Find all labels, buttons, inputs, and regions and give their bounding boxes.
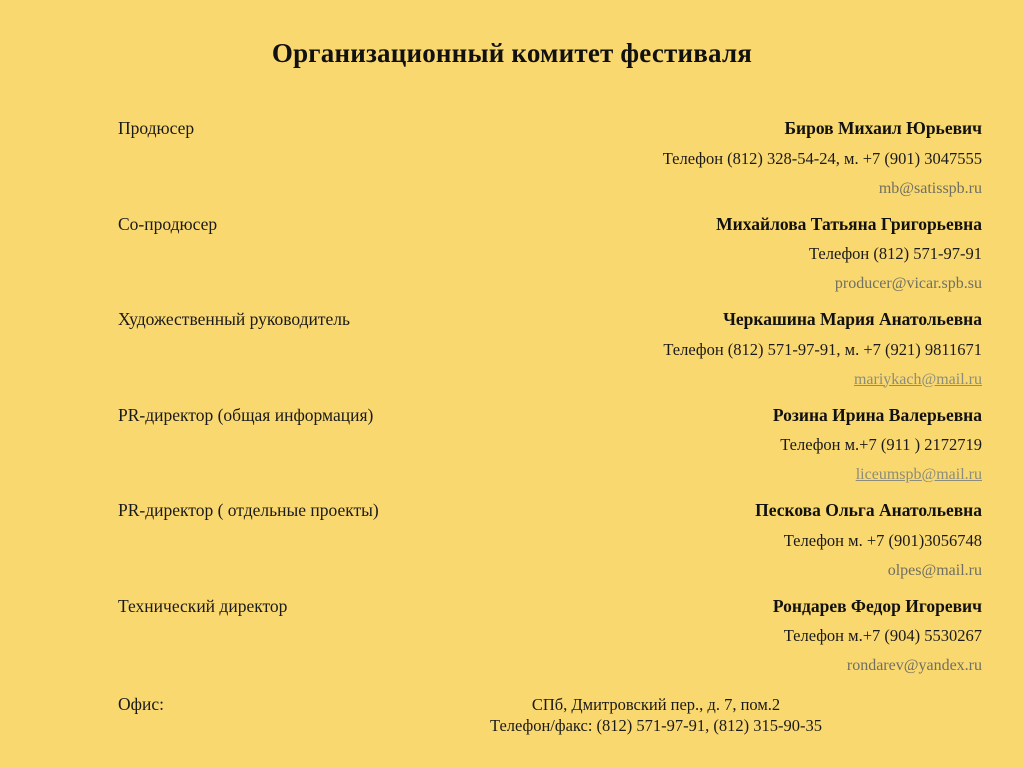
person-email[interactable]: producer@vicar.spb.su <box>834 275 982 292</box>
role-label: Технический директор <box>118 595 288 616</box>
role-label: Художественный руководитель <box>118 309 351 329</box>
committee-entry <box>0 118 1024 199</box>
page-title: Организационный комитет фестиваля <box>271 38 753 68</box>
person-phone: Телефон (812) 328-54-24, м. +7 (901) 3047555 <box>662 148 982 168</box>
contact-block <box>500 118 1004 199</box>
person-name: Пескова Ольга Анатольевна <box>755 500 982 520</box>
office-phone: Телефон/факс: (812) 571-97-91, (812) 315-90-35 <box>490 716 822 736</box>
contact-block <box>500 500 1004 581</box>
person-name: Рондарев Федор Игоревич <box>772 595 982 616</box>
contact-block <box>500 214 1004 295</box>
role-label: Продюсер <box>118 118 195 138</box>
role-label: PR-директор ( отдельные проекты) <box>118 500 379 520</box>
person-email[interactable]: olpes@mail.ru <box>887 561 982 579</box>
spacer <box>0 485 1024 500</box>
person-phone: Телефон м.+7 (904) 5530267 <box>783 626 982 646</box>
office-address: СПб, Дмитровский пер., д. 7, пом.2 <box>531 695 781 714</box>
contact-block <box>500 405 1004 486</box>
person-name: Биров Михаил Юрьевич <box>784 118 982 138</box>
person-phone: Телефон (812) 571-97-91, м. +7 (921) 9811671 <box>663 339 982 359</box>
person-email[interactable]: liceumspb@mail.ru <box>855 466 982 483</box>
person-email[interactable]: mb@satisspb.ru <box>878 179 982 197</box>
office-label: Офис: <box>118 694 164 714</box>
person-name: Розина Ирина Валерьевна <box>772 404 982 425</box>
contact-block <box>500 596 1004 677</box>
person-email[interactable]: rondarev@yandex.ru <box>846 657 982 674</box>
office-details <box>330 694 1004 737</box>
committee-entry <box>0 500 1024 581</box>
committee-entry <box>0 596 1024 677</box>
person-name: Михайлова Татьяна Григорьевна <box>716 213 982 234</box>
role-label: PR-директор (общая информация) <box>118 404 374 425</box>
person-phone: Телефон (812) 571-97-91 <box>808 244 982 264</box>
spacer <box>0 199 1024 214</box>
spacer <box>0 294 1024 309</box>
contact-block <box>500 309 1004 390</box>
person-email[interactable]: mariykach@mail.ru <box>853 370 982 388</box>
committee-list <box>0 118 1024 737</box>
person-phone: Телефон м.+7 (911 ) 2172719 <box>780 435 982 455</box>
committee-entry <box>0 214 1024 295</box>
office-block <box>0 694 1024 737</box>
spacer <box>0 390 1024 405</box>
person-phone: Телефон м. +7 (901)3056748 <box>783 530 982 550</box>
role-label: Со-продюсер <box>118 213 218 234</box>
committee-entry <box>0 405 1024 486</box>
committee-entry <box>0 309 1024 390</box>
person-name: Черкашина Мария Анатольевна <box>723 309 982 329</box>
spacer <box>0 581 1024 596</box>
